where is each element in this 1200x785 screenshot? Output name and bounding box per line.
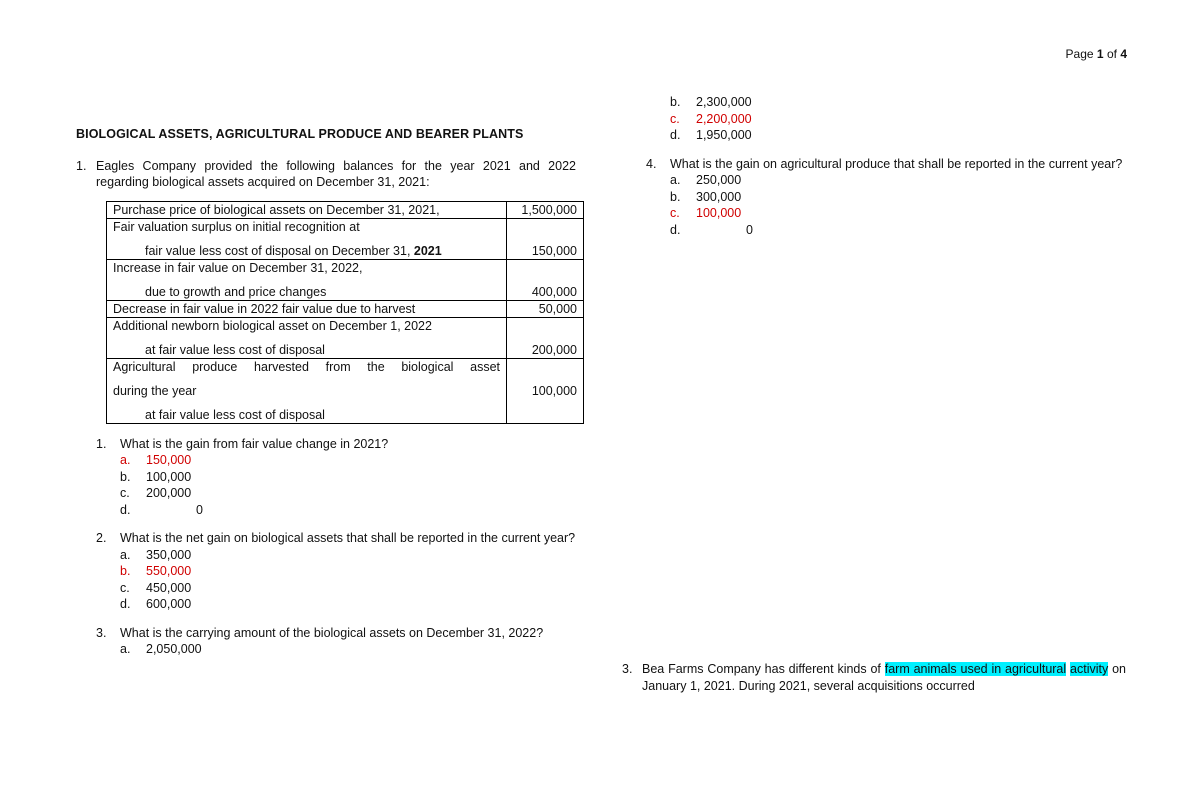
table-cell-label: Purchase price of biological assets on December 31, 2021, [107,201,507,218]
table-row [107,358,584,423]
problem-1-text: Eagles Company provided the following balances for the year 2021 and 2022 regarding biological assets acquired on December 31, 2021: [96,158,576,189]
choice-b: b. 550,000 [120,564,192,578]
table-row [107,218,584,259]
choice-list [670,172,1126,238]
question-number: 4. [646,156,657,171]
table-label-line: due to growth and price changes [145,284,327,299]
choice-c: c. 100,000 [670,206,742,220]
choice-b: b. 100,000 [120,469,192,484]
choice-c: c. 2,200,000 [670,111,752,126]
choice-list [120,641,576,658]
choice-d: d. 600,000 [120,597,192,611]
right-column [622,94,1126,238]
problem-3-text-start: Bea Farms Company has different kinds of [642,662,881,676]
left-column [76,126,576,658]
table-label-line: Agricultural produce harvested from the biological asset [113,359,500,374]
table-cell-amount: 400,000 [507,259,584,300]
question-2 [96,530,576,613]
question-text: What is the gain from fair value change in 2021? [120,436,389,451]
table-cell-label [107,358,507,423]
question-number: 3. [96,625,107,640]
page-total: 4 [1120,47,1127,61]
choice-d: d. 0 [670,222,753,237]
problem-1-number: 1. [76,158,87,173]
table-label-line: Increase in fair value on December 31, 2022, [113,260,363,275]
table-cell-amount: 150,000 [507,218,584,259]
question-4 [646,156,1126,239]
choice-a: a. 2,050,000 [120,642,202,656]
choice-a: a. 250,000 [670,173,742,187]
choice-b: b. 300,000 [670,189,742,204]
question-text: What is the carrying amount of the biological assets on December 31, 2022? [120,625,544,640]
page-current: 1 [1096,47,1104,61]
table-label-line: Additional newborn biological asset on December 1, 2022 [113,318,432,333]
choice-list [120,547,576,613]
table-label-line: Fair valuation surplus on initial recognition at [113,219,360,234]
balances-table [106,201,584,424]
table-label-line [113,243,500,259]
table-cell-amount: 50,000 [507,300,584,317]
table-cell-label: Decrease in fair value in 2022 fair value due to harvest [107,300,507,317]
page-number [1066,46,1127,63]
table-label-year: 2021 [413,243,442,258]
choice-d: d. 0 [120,502,203,517]
highlighted-text: farm animals used in agricultural [884,662,1067,676]
highlighted-text: activity [1070,662,1109,676]
question-number: 1. [96,436,107,451]
table-row [107,317,584,358]
document-title: BIOLOGICAL ASSETS, AGRICULTURAL PRODUCE AND BEARER PLANTS [76,127,524,141]
table-cell-amount: 100,000 [507,358,584,423]
choice-list [120,452,576,518]
question-1 [96,436,576,519]
problem-3-text [642,661,1126,694]
choice-a: a. 150,000 [120,453,192,467]
choice-b: b. 2,300,000 [670,95,752,109]
choice-a: a. 350,000 [120,547,192,562]
problem-1 [76,158,576,191]
question-3-choices-continued [670,94,1126,144]
question-text: What is the gain on agricultural produce that shall be reported in the current year? [670,156,1123,171]
problem-3-text-end: on January 1, 2021. During 2021, several acquisitions occurred [642,662,1126,693]
table-cell-label [107,317,507,358]
table-label-text: fair value less cost of disposal on December 31, [145,243,411,258]
question-3 [96,625,576,658]
table-row [107,259,584,300]
table-row [107,300,584,317]
problem-3-number: 3. [622,662,633,676]
table-cell-amount: 200,000 [507,317,584,358]
problem-3 [622,661,1126,694]
choice-d: d. 1,950,000 [670,128,752,142]
choice-c: c. 450,000 [120,580,192,595]
table-cell-amount: 1,500,000 [507,201,584,218]
table-label-line: during the year [113,383,197,398]
table-cell-label [107,259,507,300]
table-cell-label [107,218,507,259]
table-label-line: at fair value less cost of disposal [145,407,325,422]
page-of: of [1106,47,1117,61]
page-label: Page [1065,47,1094,61]
table-label-line: at fair value less cost of disposal [145,342,325,357]
choice-c: c. 200,000 [120,486,192,500]
question-number: 2. [96,531,107,545]
question-text: What is the net gain on biological assets that shall be reported in the current year? [120,531,576,545]
table-row [107,201,584,218]
